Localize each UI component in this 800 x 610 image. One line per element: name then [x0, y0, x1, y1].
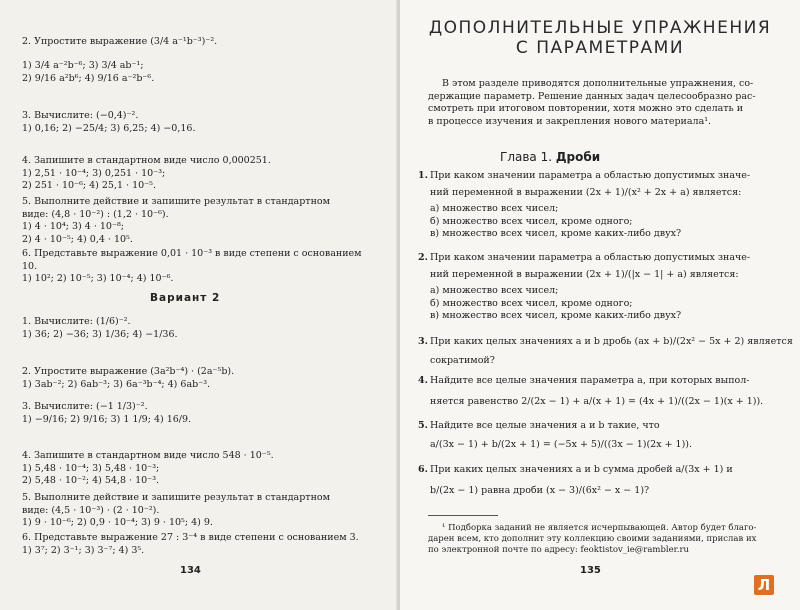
v2-problem-3: 3. Вычислите: (−1 1/3)⁻². 1) −9/16; 2) 9/16; 3) 1 1/9; 4) 16/9.: [22, 401, 192, 425]
problem-3-number: 3.: [418, 336, 428, 347]
problem-2-number: 2.: [418, 252, 428, 263]
publisher-logo-icon: Л: [754, 575, 774, 595]
left-page: [0, 0, 398, 610]
problem-4-text: Найдите все целые значения параметра a, при которых выпол- няется равенство 2/(2x − 1) + a/(x + 1) = (4x + 1)/((2x − 1)(x + 1)).: [430, 375, 764, 407]
v2-problem-1: 1. Вычислите: (1/6)⁻². 1) 36; 2) −36; 3) 1/36; 4) −1/36.: [22, 316, 178, 340]
section-title-line-2: С ПАРАМЕТРАМИ: [515, 38, 685, 58]
problem-3: 3. Вычислите: (−0,4)⁻². 1) 0,16; 2) −25/4; 3) 6,25; 4) −0,16.: [22, 110, 196, 134]
footnote-separator: [428, 515, 498, 516]
page-number-left: 134: [180, 565, 201, 576]
intro-paragraph: В этом разделе приводятся дополнительные упражнения, со- держащие параметр. Решение данных задач целесообразно рас- смотреть при итоговом повторении, хотя можно это сделать и в процессе изучения и закрепления нового материала¹.: [428, 78, 756, 127]
problem-2-condition: 2. Упростите выражение (3/4 a⁻¹b⁻³)⁻².: [22, 36, 218, 47]
problem-5-number: 5.: [418, 420, 428, 431]
problem-4: 4. Запишите в стандартном виде число 0,000251. 1) 2,51 · 10⁻⁴; 3) 0,251 · 10⁻³; 2) 251 · 10⁻⁶; 4) 25,1 · 10⁻⁵.: [22, 155, 271, 191]
problem-6-number: 6.: [418, 464, 428, 475]
problem-1-number: 1.: [418, 170, 428, 181]
problem-1-text: При каком значении параметра a областью допустимых значе- ний переменной в выражении (2x + 1)/(x² + 2x + a) является: а) множество всех чисел; б) множество всех чисел, кроме одного; в) множество всех чисел, кроме каких-либо двух?: [430, 170, 751, 239]
v2-problem-6: 6. Представьте выражение 27 : 3⁻⁴ в виде степени с основанием 3. 1) 3⁷; 2) 3⁻¹; 3) 3⁻⁷; 4) 3⁵.: [22, 532, 359, 556]
variant-header: Вариант 2: [150, 292, 221, 304]
page-number-right: 135: [580, 565, 601, 576]
v2-problem-2: 2. Упростите выражение (3a²b⁻⁴) · (2a⁻⁵b). 1) 3ab⁻²; 2) 6ab⁻³; 3) 6a⁻³b⁻⁴; 4) 6ab⁻³.: [22, 366, 235, 390]
section-title-line-1: ДОПОЛНИТЕЛЬНЫЕ УПРАЖНЕНИЯ: [428, 18, 772, 38]
problem-4-number: 4.: [418, 375, 428, 386]
footnote: ¹ Подборка заданий не является исчерпывающей. Автор будет благо- дарен всем, кто дополнит эту коллекцию своими заданиями, прислав их по электронной почте по адресу: feoktistov_ie@rambler.ru: [428, 523, 757, 555]
problem-2-text: При каком значении параметра a областью допустимых значе- ний переменной в выражении (2x + 1)/(|x − 1| + a) является: а) множество всех чисел; б) множество всех чисел, кроме одного; в) множество всех чисел, кроме каких-либо двух?: [430, 252, 751, 321]
problem-6: 6. Представьте выражение 0,01 · 10⁻³ в виде степени с основанием 10. 1) 10²; 2) 10⁻⁵; 3) 10⁻⁴; 4) 10⁻⁶.: [22, 248, 362, 284]
v2-problem-5: 5. Выполните действие и запишите результат в стандартном виде: (4,5 · 10⁻³) · (2 · 10⁻²). 1) 9 · 10⁻⁶; 2) 0,9 · 10⁻⁴; 3) 9 · 10⁵; 4) 9.: [22, 492, 331, 528]
problem-5: 5. Выполните действие и запишите результат в стандартном виде: (4,8 · 10⁻²) : (1,2 · 10⁻⁶). 1) 4 · 10⁴; 3) 4 · 10⁻⁸; 2) 4 · 10⁻⁵; 4) 0,4 · 10⁵.: [22, 196, 331, 245]
v2-problem-4: 4. Запишите в стандартном виде число 548 · 10⁻⁵. 1) 5,48 · 10⁻⁴; 3) 5,48 · 10⁻³; 2) 5,48 · 10⁻²; 4) 54,8 · 10⁻³.: [22, 450, 274, 486]
right-page: [400, 0, 800, 610]
problem-6-text: При каких целых значениях a и b сумма дробей a/(3x + 1) и b/(2x − 1) равна дроби (x − 3)/(6x² − x − 1)?: [430, 464, 733, 496]
chapter-heading: Глава 1. Дроби: [500, 150, 601, 164]
problem-5-text: Найдите все целые значения a и b такие, что a/(3x − 1) + b/(2x + 1) = (−5x + 5)/((3x − 1)(2x + 1)).: [430, 420, 693, 450]
problem-3-text: При каких целых значениях a и b дробь (ax + b)/(2x² − 5x + 2) является сократимой?: [430, 336, 793, 366]
problem-2-options: 1) 3/4 a⁻²b⁻⁶; 3) 3/4 ab⁻¹; 2) 9/16 a²b⁶; 4) 9/16 a⁻²b⁻⁶.: [22, 60, 155, 84]
